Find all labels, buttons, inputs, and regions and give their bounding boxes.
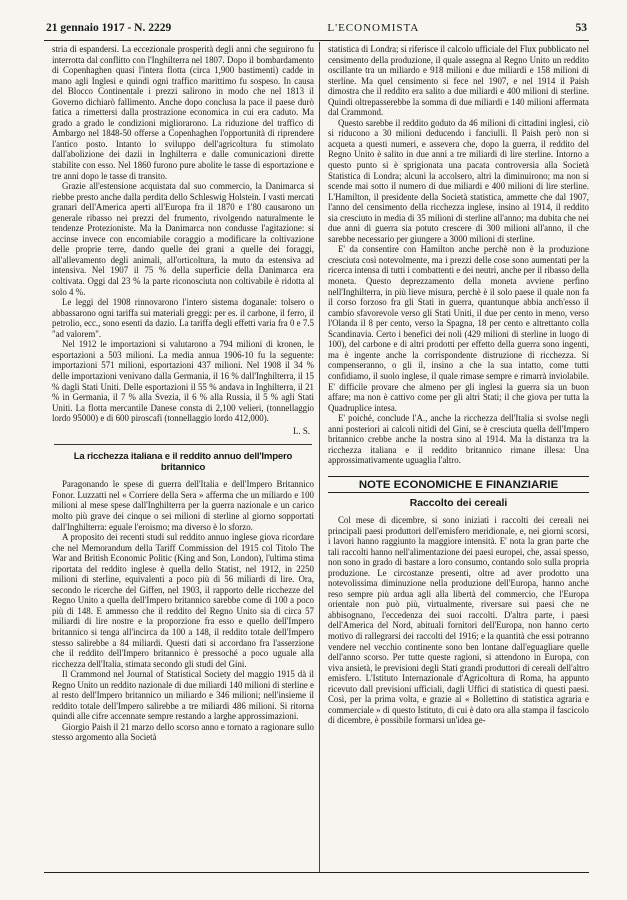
- column-divider: [319, 42, 320, 872]
- page-header: [46, 22, 587, 40]
- footer-rule: [44, 872, 589, 873]
- article-paragraph: Il Crammond nel Journal of Statistical Society del maggio 1915 dà il Regno Unito un reddito nazionale di due miliardi 140 milioni di sterline e al resto dell'Impero britannico un miliardo e 346 milioni; nell'insieme il reddito totale dell'Impero salirebbe a tre miliardi 486 milioni. Si ritorna quindi alle cifre accennate sempre restando a larghe approssimazioni.: [52, 669, 314, 722]
- article-paragraph: statistica di Londra; si riferisce il calcolo ufficiale del Flux pubblicato nel censimento della produzione, il quale assegna al Regno Unito un reddito oscillante tra un miliardo e 918 milioni e due miliardi e 158 milioni di sterline. Ma quel censimento si fece nel 1907, e nel 1914 il Paish dimostra che il reddito era salito a due miliardi e 400 milioni di sterline. Quindi oltrepasserebbe la somma di due miliardi e 140 milioni affermata dal Crammond.: [328, 44, 589, 118]
- issue-date: 21 gennaio 1917 - N. 2229: [46, 22, 172, 34]
- article-paragraph: Grazie all'estensione acquistata dal suo commercio, la Danimarca si riebbe presto anche dalla perdita dello Schleswig Holstein. I vasti mercati granari dell'America aperti all'Europa fra il 1870 e 1'80 causarono un generale ribasso nei prezzi del frumento, rivolgendo naturalmente le tendenze Protezioniste. Ma la Danimarca non condusse l'agitazione: si accinse invece con encomiabile coraggio a modificare la coltivazione delle proprie terre, dando quelle dei grani a quelle dei foraggi, all'allevamento degli animali, all'orticoltura, la muto da estensiva ad intensiva. Nel 1907 il 75 % della superficie della Danimarca era coltivata. Oggi dal 23 % la parte riconosciuta non coltivabile è ridotta al solo 4 %.: [52, 181, 314, 297]
- article-paragraph: stria di espandersi. La eccezionale prosperità degli anni che seguirono fu interrotta dal conflitto con l'Inghilterra nel 1807. Dopo il bombardamento di Copenhaghen quasi l'intera flotta (circa 1,900 bastimenti) cadde in mano agli Inglesi e quindi ogni traffico marittimo fu sospeso. In causa del Blocco Continentale i prezzi salirono in modo che nel 1813 il Governo dichiarò fallimento. Anche dopo conclusa la pace il paese durò fatica a rimettersi dalla prostrazione economica in cui era caduto. Ma grado a grado le condizioni migliorarono. La riduzione del traffico di Ambargo nel 1848-50 offerse a Copenhaghen l'opportunità di riprendere l'antico posto. Intanto lo sviluppo dell'agricoltura fu stimolato dall'abolizione dei dazii in Inghilterra e dalle comunicazioni dirette stabilite con esso. Nel 1860 furono pure abolite le tasse di esportazione e tre anni dopo le tasse di transito.: [52, 44, 314, 181]
- subsection-title: Raccolto dei cereali: [409, 498, 508, 510]
- article-paragraph: A proposito dei recenti studi sul reddito annuo inglese giova ricordare che nel Memorandum della Tariff Commission del 1915 col Titolo The War and British Economic Politic (King and Son, London), l'ultima stima riportata del reddito inglese è quella dello Statist, nel 1912, in 2250 milioni di sterline, equivalenti a poco più di 56 miliardi di lire. Ora, secondo le ricerche del Giffen, nel 1903, il rapporto delle ricchezze del Regno Unito a quella dell'Impero britannico sarebbe come di 100 a poco più di 148. E ammesso che il reddito del Regno Unito sia di circa 57 miliardi di lire nostre e la proporzione fra esso e quello dell'Impero britannico si tenga all'incirca da 100 a 148, il reddito totale dell'Impero stesso salirebbe a 84 miliardi. Questi dati si accordano fra l'asserzione che il reddito dell'Impero britannico è pressoché a poco uguale alla ricchezza dell'Italia, stimata secondo gli studi del Gini.: [52, 532, 314, 669]
- left-column: [52, 44, 314, 870]
- section-title: La ricchezza italiana e il reddito annuo dell'Impero britannico: [73, 451, 293, 473]
- article-paragraph: Questo sarebbe il reddito goduto da 46 milioni di cittadini inglesi, ciò si riducono a 30 milioni deducendo i fanciulli. Il Paish però non si acqueta a questi numeri, e assevera che, dopo la guerra, il reddito del Regno Unito è salito in due anni a tre miliardi di lire sterline. Intorno a questo punto si è sprigionata una pacata controversia alla Società Statistica di Londra; alcuni la accolsero, altri la diminuirono; ma non si scende mai sotto il numero di due miliardi e 400 milioni di lire sterline. L'Hamilton, il presidente della Società statistica, ammette che dal 1907, l'anno del censimento della ricchezza inglese, insino al 1914, il reddito sia cresciuto in media di 35 milioni di sterline all'anno; ma dubita che nei due anni di guerra sia potuto crescere di 300 milioni all'anno, il che sarebbe necessario per giungere a 3000 milioni di sterline.: [328, 117, 589, 244]
- header-rule: [44, 40, 589, 41]
- journal-title: L'ECONOMISTA: [327, 22, 420, 34]
- article-paragraph: E' poiché, conclude l'A., anche la ricchezza dell'Italia si svolse negli anni posteriori ai calcoli nitidi del Gini, se è cresciuta quella dell'Impero britannico crebbe anche la nostra sino al 1914. Ma la distanza tra la ricchezza italiana e il reddito britannico rimane illesa: Una approssimativamente uguaglia l'altro.: [328, 413, 589, 466]
- article-paragraph: E' da consentire con Hamilton anche perchè non è la produzione cresciuta così notevolmente, ma i prezzi delle cose sono aumentati per la ricerca intensa di tutti i combattenti e dei neutri, anche per il ribasso della moneta. Questo deprezzamento della moneta avviene perfino nell'Inghilterra, in più lieve misura, perchè è il solo paese il quale non fa il corso forzoso fra gli Stati in guerra, quantunque abbia anch'esso il cambio sfavorevole verso gli Stati Uniti, il due per cento in meno, verso l'Olanda il 8 per cento, verso la Spagna, 18 per cento e altrettanto colla Scandinavia. Certo i benefici dei noli (429 milioni di sterline in luogo di 100), del carbone e di altri prodotti per effetto della guerra sono ingenti, ma è ingente anche la corrispondente distruzione di ricchezza. Si compenseranno, o gli il, insino a che la sua intatto, come tutti confidiamo, il suolo inglese, il quale rimase sempre e rimarrà inviolabile. E' difficile provare che almeno per gli inglesi la guerra sia un buon affare; ma non è cattivo come per gli altri Stati; il che giova per tutta la Quadruplice intesa.: [328, 244, 589, 413]
- article-paragraph: Col mese di dicembre, si sono iniziati i raccolti dei cereali nei principali paesi produttori dell'emisfero meridionale, e, nei giorni scorsi, i lavori hanno raggiunto la maggiore intensità. E' nota la gran parte che tali raccolti hanno nell'alimentazione dei paesi europei, che, assai spesso, non sono in grado di bastare a loro consumo, contando solo sulla propria produzione. Le circostanze presenti, oltre ad aver prodotto una notevolissima diminuzione nella produzione dell'Europa, hanno anche reso sempre più ardua agli alla libertà del commercio, che l'Europa orientale non può più, virtualmente, riversare sui paesi che ne abbisognano, l'eccedenza dei suoi raccolti. D'altra parte, i paesi dell'America del Nord, abituali fornitori dell'Europa, non hanno certo motivo di rallegrarsi dei raccolti del 1916; e la quantità che essi potranno vendere nel vecchio continente sono ben lontane dall'eguagliare quelle dell'anno scorso. Per tutte queste ragioni, si attendono in Europa, con viva ansietà, le previsioni degli Stati grandi produttori di cereali dell'altro emisfero. L'Istituto Internazionale d'Agricoltura di Roma, ha appunto ricevuto dall previsioni ufficiali, dagli Uffici di statistica di questi paesi. Così, per la prima volta, e grazie al « Bollettino di statistica agraria e commerciale » di questo Istituto, di cui è dato ora alla stampa il fascicolo di dicembre, è possibile formarsi un'idea ge-: [328, 514, 589, 726]
- article-paragraph: Giorgio Paish il 21 marzo dello scorso anno e tornato a ragionare sullo stesso argomento alla Società: [52, 721, 314, 743]
- right-column: [328, 44, 589, 870]
- section-separator: [54, 444, 312, 445]
- section-banner: NOTE ECONOMICHE E FINANZIARIE: [328, 476, 589, 494]
- article-paragraph: Nel 1912 le importazioni si valutarono a 794 milioni di kronen, le esportazioni a 503 milioni. La media annua 1906-10 fu la seguente: importazioni 571 milioni, esportazioni 437 milioni. Nel 1908 il 34 % delle importazioni venivano dalla Germania, il 16 % dall'Inghilterra, il 15 % dagli Stati Uniti. Delle esportazioni il 55 % andava in Inghilterra, il 21 % in Germania, il 7 % alla Svezia, il 6 % alla Russia, il 5 % agli Stati Uniti. La flotta mercantile Danese consta di 2,100 velieri, (tonnellaggio lordo 95000) e di 600 piroscafi (tonnellaggio lordo 412,000).: [52, 339, 314, 424]
- article-paragraph: Paragonando le spese di guerra dell'Italia e dell'Impero Britannico Fonor. Luzzatti nel « Corriere della Sera » afferma che un miliardo e 100 milioni al mese spese dall'Inghilterra per la guerra nazionale e un carico molto più grave dei cinque o sei milioni di sterline al giorno sopportati dall'Inghilterra: eguale l'eroismo; ma diverso è lo sforzo.: [52, 479, 314, 532]
- article-signature: L. S.: [292, 425, 310, 436]
- page-number: 53: [575, 22, 587, 34]
- article-paragraph: Le leggi del 1908 rinnovarono l'intero sistema doganale: tolsero o abbassarono ogni tariffa sui materiali greggi: per es. il carbone, il ferro, il petrolio, ecc., sono esenti da dazio. La tariffa degli effetti varia fra 0 e 7.5 "ad valorem".: [52, 297, 314, 339]
